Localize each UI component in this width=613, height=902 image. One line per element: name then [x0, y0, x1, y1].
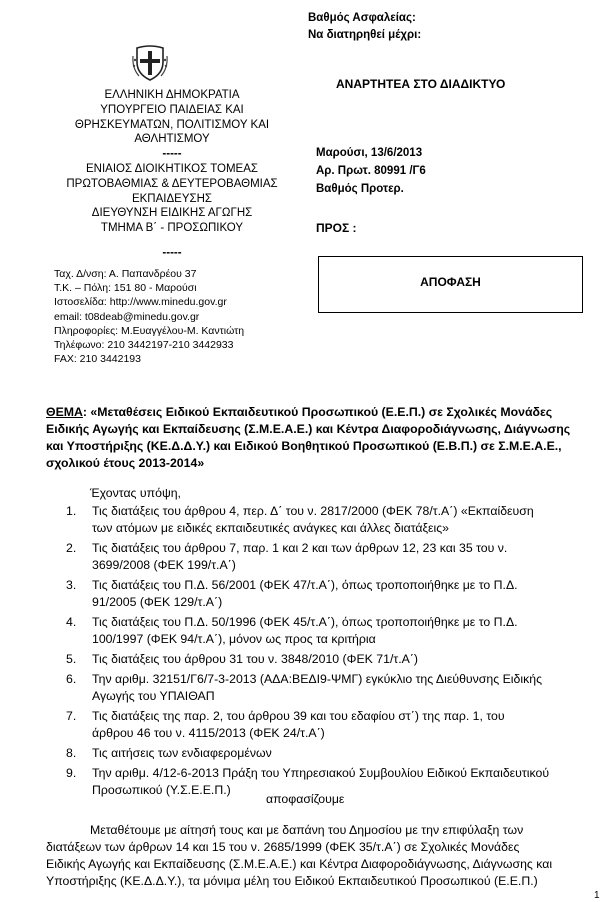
- security-block: [308, 10, 421, 43]
- to-label: ΠΡΟΣ :: [316, 221, 357, 235]
- decision-label: ΑΠΟΦΑΣΗ: [420, 275, 481, 289]
- contact-block: [54, 267, 244, 366]
- document-date: Μαρούσι, 13/6/2013: [316, 147, 423, 159]
- priority-label: Βαθμός Προτερ.: [316, 183, 404, 195]
- list-item: 1. Τις διατάξεις του άρθρου 4, περ. Δ΄ του ν. 2817/2000 (ΦΕΚ 78/τ.Α΄) «Εκπαίδευση των ατόμων με ειδικές εκπαιδευτικές ανάγκες και άλλες διατάξεις»: [66, 504, 534, 535]
- paragraph-line-1: Μεταθέτουμε με αίτησή τους και με δαπάνη του Δημοσίου με την επιφύλαξη των: [90, 823, 524, 837]
- security-grade-label: Βαθμός Ασφαλείας:: [308, 12, 416, 24]
- we-decide: αποφασίζουμε: [266, 792, 345, 806]
- internet-notice: ΑΝΑΡΤΗΤΕΑ ΣΤΟ ΔΙΑΔΙΚΤΥΟ: [336, 77, 506, 91]
- contact-address: Ταχ. Δ/νση: Α. Παπανδρέου 37: [54, 268, 197, 280]
- list-item: 7. Τις διατάξεις της παρ. 2, του άρθρου 39 και του εδαφίου στ΄) της παρ. 1, του άρθρου 46 του ν. 4115/2013 (ΦΕΚ 24/τ.Α΄): [66, 709, 505, 740]
- contact-postal: Τ.Κ. – Πόλη: 151 80 - Μαρούσι: [54, 282, 197, 295]
- list-item: 8. Τις αιτήσεις των ενδιαφερομένων: [66, 746, 272, 760]
- ministry-line-2: ΘΡΗΣΚΕΥΜΑΤΩΝ, ΠΟΛΙΤΙΣΜΟΥ ΚΑΙ: [74, 118, 270, 131]
- keep-until-label: Να διατηρηθεί μέχρι:: [308, 28, 422, 41]
- subject-block: [46, 404, 606, 472]
- department: ΤΜΗΜΑ Β΄ - ΠΡΟΣΩΠΙΚΟΥ: [100, 222, 244, 235]
- contact-info: Πληροφορίες: Μ.Ευαγγέλου-Μ. Καντιώτη: [54, 324, 245, 337]
- greek-coat-of-arms-icon: [131, 42, 169, 82]
- subject-line-4: σχολικού έτους 2013-2014»: [46, 456, 205, 470]
- subject-line-2: Ειδικής Αγωγής και Εκπαίδευσης (Σ.Μ.Ε.Α.Ε.) και Κέντρα Διαφοροδιάγνωσης, Διάγνωσης: [46, 422, 571, 436]
- list-item: 6. Την αριθμ. 32151/Γ6/7-3-2013 (ΑΔΑ:ΒΕΔΙ9-ΨΜΓ) εγκύκλιο της Διεύθυνσης Ειδικής Αγωγής του ΥΠΑΙΘΑΠ: [66, 672, 542, 703]
- list-item: 5. Τις διατάξεις του άρθρου 31 του ν. 3848/2010 (ΦΕΚ 71/τ.Α΄): [66, 652, 419, 666]
- ministry-line-1: ΥΠΟΥΡΓΕΙΟ ΠΑΙΔΕΙΑΣ ΚΑΙ: [100, 103, 244, 116]
- list-item: 2. Τις διατάξεις του άρθρου 7, παρ. 1 και 2 και των άρθρων 12, 23 και 35 του ν. 3699/2008 (ΦΕΚ 199/τ.Α΄): [66, 541, 508, 572]
- paragraph-line-3: Ειδικής Αγωγής και Εκπαίδευσης (Σ.Μ.Ε.Α.Ε.) και Κέντρα Διαφοροδιάγνωσης, Διάγνωσης και: [46, 857, 553, 871]
- decision-box: [318, 256, 583, 313]
- list-item: 3. Τις διατάξεις του Π.Δ. 56/2001 (ΦΕΚ 47/τ.Α΄), όπως τροποποιήθηκε με το Π.Δ. 91/2005 (ΦΕΚ 129/τ.Α΄): [66, 578, 518, 609]
- separator: -----: [162, 148, 182, 161]
- document-meta: [316, 144, 426, 198]
- contact-fax: FAX: 210 3442193: [54, 353, 141, 366]
- subject-line-3: και Υποστήριξης (ΚΕ.Δ.Δ.Υ.) και Ειδικού Βοηθητικού Προσωπικού (Ε.Β.Π.) σε Σ.Μ.Ε.Α.Ε.,: [46, 439, 562, 453]
- contact-email: email: t08deab@minedu.gov.gr: [54, 310, 200, 323]
- authority-header: [48, 88, 296, 261]
- protocol-number: Αρ. Πρωτ. 80991 /Γ6: [316, 165, 426, 177]
- sector-line-1: ΕΝΙΑΙΟΣ ΔΙΟΙΚΗΤΙΚΟΣ ΤΟΜΕΑΣ: [85, 162, 258, 175]
- list-item: 9. Την αριθμ. 4/12-6-2013 Πράξη του Υπηρεσιακού Συμβουλίου Ειδικού Εκπαιδευτικού Προσωπικού (Υ.Σ.Ε.Ε.Π.): [66, 766, 550, 797]
- ministry-line-3: ΑΘΛΗΤΙΣΜΟΥ: [134, 133, 210, 146]
- decision-paragraph: [46, 822, 606, 890]
- paragraph-line-2: διατάξεων των άρθρων 14 και 15 του ν. 2685/1999 (ΦΕΚ 35/τ.Α΄) σε Σχολικές Μονάδες: [46, 840, 520, 854]
- page-number: 1: [594, 890, 600, 901]
- separator: -----: [162, 246, 182, 259]
- contact-website: Ιστοσελίδα: http://www.minedu.gov.gr: [54, 296, 227, 309]
- subject-line-1: : «Μεταθέσεις Ειδικού Εκπαιδευτικού Προσωπικού (Ε.Ε.Π.) σε Σχολικές Μονάδες: [82, 405, 553, 419]
- sector-line-3: ΕΚΠΑΙΔΕΥΣΗΣ: [131, 192, 213, 205]
- sector-line-2: ΠΡΩΤΟΒΑΘΜΙΑΣ & ΔΕΥΤΕΡΟΒΑΘΜΙΑΣ: [66, 177, 278, 190]
- republic-name: ΕΛΛΗΝΙΚΗ ΔΗΜΟΚΡΑΤΙΑ: [104, 89, 240, 101]
- legal-basis-list: [66, 503, 602, 799]
- paragraph-line-4: Υποστήριξης (ΚΕ.Δ.Δ.Υ.), τα μόνιμα μέλη του Ειδικού Εκπαιδευτικού Προσωπικού (Ε.Ε.Π.): [46, 874, 538, 888]
- list-item: 4. Τις διατάξεις του Π.Δ. 50/1996 (ΦΕΚ 45/τ.Α΄), όπως τροποποιήθηκε με το Π.Δ. 100/1997 (ΦΕΚ 94/τ.Α΄), μόνον ως προς τα κριτήρια: [66, 615, 518, 646]
- contact-phone: Τηλέφωνο: 210 3442197-210 3442933: [54, 339, 234, 352]
- directorate: ΔΙΕΥΘΥΝΣΗ ΕΙΔΙΚΗΣ ΑΓΩΓΗΣ: [91, 207, 253, 220]
- having-regard: Έχοντας υπόψη,: [90, 486, 181, 500]
- subject-label: ΘΕΜΑ: [46, 405, 83, 419]
